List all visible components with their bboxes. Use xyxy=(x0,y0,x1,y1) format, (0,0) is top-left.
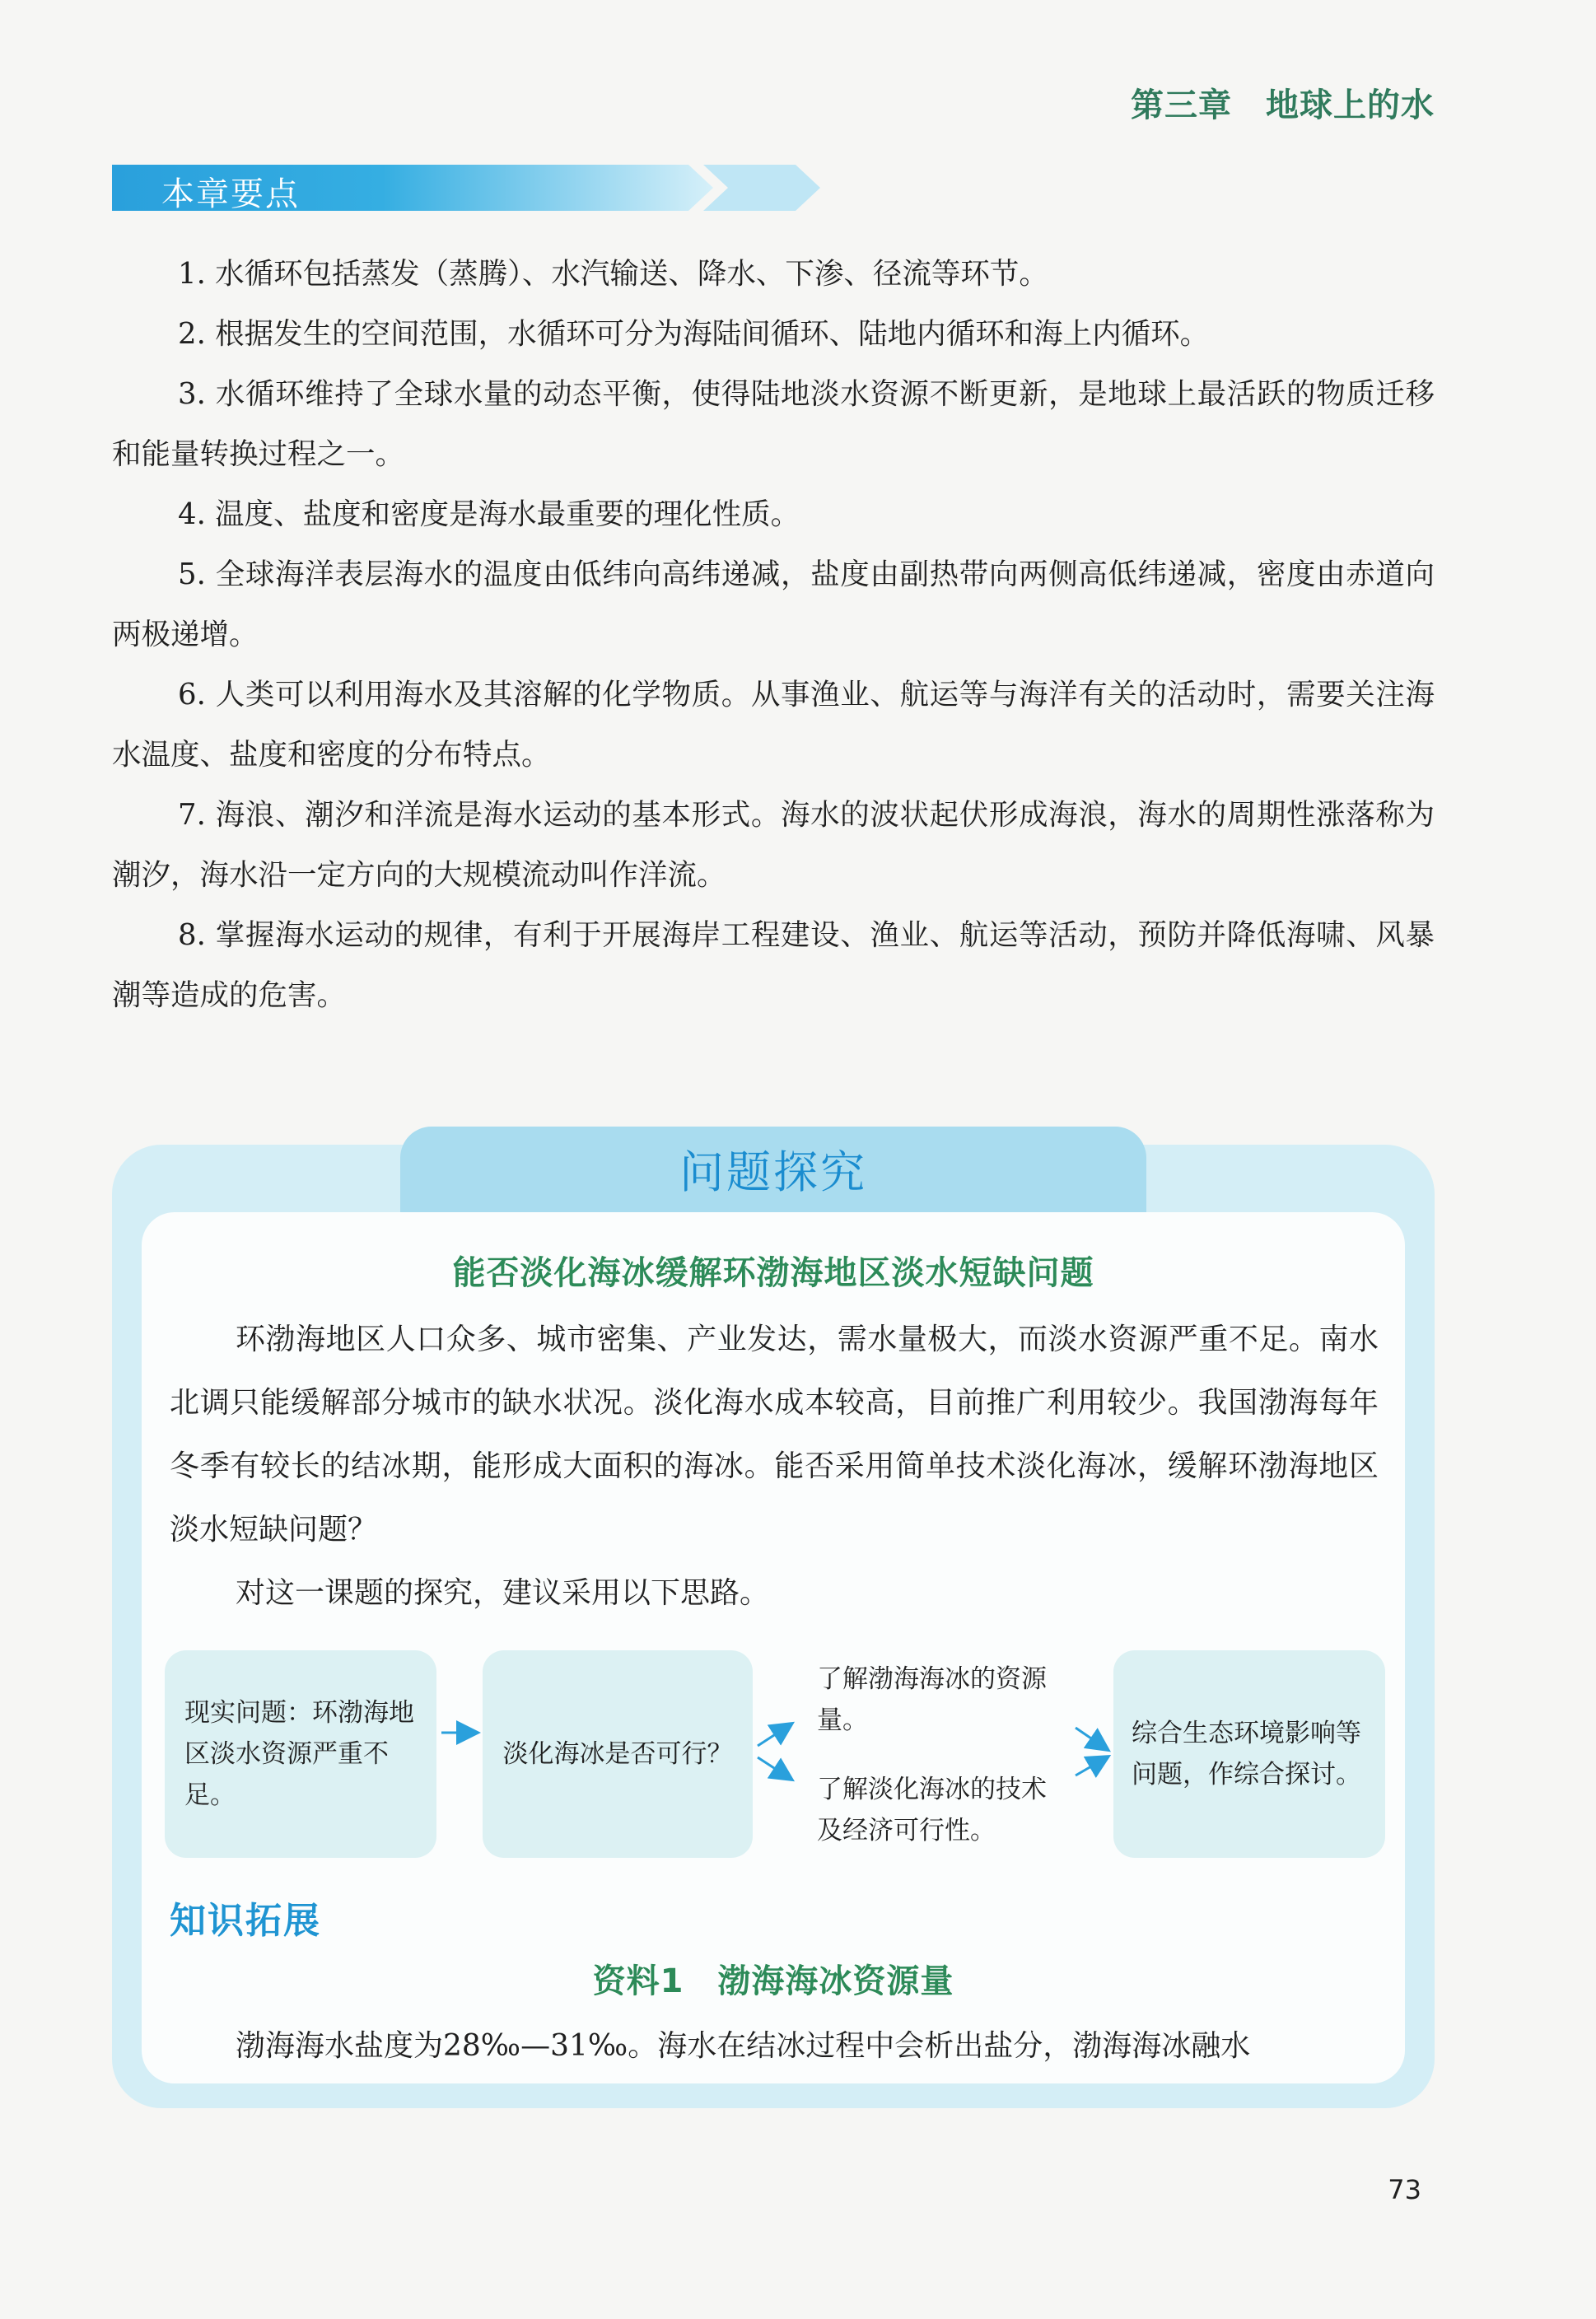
inquiry-paragraph-1: 环渤海地区人口众多、城市密集、产业发达，需水量极大，而淡水资源严重不足。南水北调只能缓解部分城市的缺水状况。淡化海水成本较高，目前推广利用较少。我国渤海每年冬季有较长的结冰期，能形成大面积的海冰。能否采用简单技术淡化海冰，缓解环渤海地区淡水短缺问题？ xyxy=(170,1323,1379,1547)
flow-box-ice-resources xyxy=(797,1650,1084,1749)
flow-text-real-problem: 现实问题：环渤海地区淡水资源严重不足。 xyxy=(184,1698,414,1810)
chapter-point-3: 3. 水循环维持了全球水量的动态平衡，使得陆地淡水资源不断更新，是地球上最活跃的物质迁移和能量转换过程之一。 xyxy=(112,377,1435,471)
chapter-title: 第三章 地球上的水 xyxy=(1131,86,1435,124)
inquiry-title: 能否淡化海冰缓解环渤海地区淡水短缺问题 xyxy=(452,1254,1094,1292)
flow-box-tech-economic xyxy=(797,1759,1084,1861)
inquiry-body xyxy=(170,1308,1379,1625)
chapter-point-5: 5. 全球海洋表层海水的温度由低纬向高纬递减，盐度由副热带向两侧高低纬递减，密度由赤道向两极递增。 xyxy=(112,558,1435,651)
flow-box-real-problem xyxy=(165,1650,436,1858)
chapter-point-4: 4. 温度、盐度和密度是海水最重要的理化性质。 xyxy=(178,497,800,531)
flow-text-feasibility: 淡化海冰是否可行？ xyxy=(502,1739,733,1769)
chapter-point-7: 7. 海浪、潮汐和洋流是海水运动的基本形式。海水的波状起伏形成海浪，海水的周期性涨落称为潮汐，海水沿一定方向的大规模流动叫作洋流。 xyxy=(112,798,1435,892)
knowledge-extension-heading: 知识拓展 xyxy=(170,1900,321,1942)
chapter-points-list xyxy=(112,244,1435,1025)
page-number: 73 xyxy=(1388,2174,1421,2205)
section-tab-label: 本章要点 xyxy=(161,175,300,213)
flow-text-tech-economic: 了解淡化海冰的技术及经济可行性。 xyxy=(817,1775,1047,1845)
flow-text-comprehensive: 综合生态环境影响等问题，作综合探讨。 xyxy=(1132,1719,1361,1789)
flow-text-ice-resources: 了解渤海海冰的资源量。 xyxy=(817,1664,1047,1735)
chapter-point-1: 1. 水循环包括蒸发（蒸腾）、水汽输送、降水、下渗、径流等环节。 xyxy=(178,257,1048,291)
material-text: 渤海海水盐度为28‰—31‰。海水在结冰过程中会析出盐分，渤海海冰融水 xyxy=(236,2029,1251,2063)
material-title: 资料1 渤海海冰资源量 xyxy=(592,1962,954,2000)
flow-box-feasibility xyxy=(483,1650,753,1858)
section-tab-chapter-points xyxy=(112,165,820,211)
inquiry-tab-label: 问题探究 xyxy=(679,1146,867,1198)
flow-box-comprehensive xyxy=(1113,1650,1385,1858)
chapter-point-8: 8. 掌握海水运动的规律，有利于开展海岸工程建设、渔业、航运等活动，预防并降低海啸、风暴潮等造成的危害。 xyxy=(112,918,1435,1012)
chapter-point-2: 2. 根据发生的空间范围，水循环可分为海陆间循环、陆地内循环和海上内循环。 xyxy=(178,317,1210,351)
inquiry-paragraph-2: 对这一课题的探究，建议采用以下思路。 xyxy=(236,1576,770,1610)
chapter-point-6: 6. 人类可以利用海水及其溶解的化学物质。从事渔业、航运等与海洋有关的活动时，需要关注海水温度、盐度和密度的分布特点。 xyxy=(112,678,1435,772)
